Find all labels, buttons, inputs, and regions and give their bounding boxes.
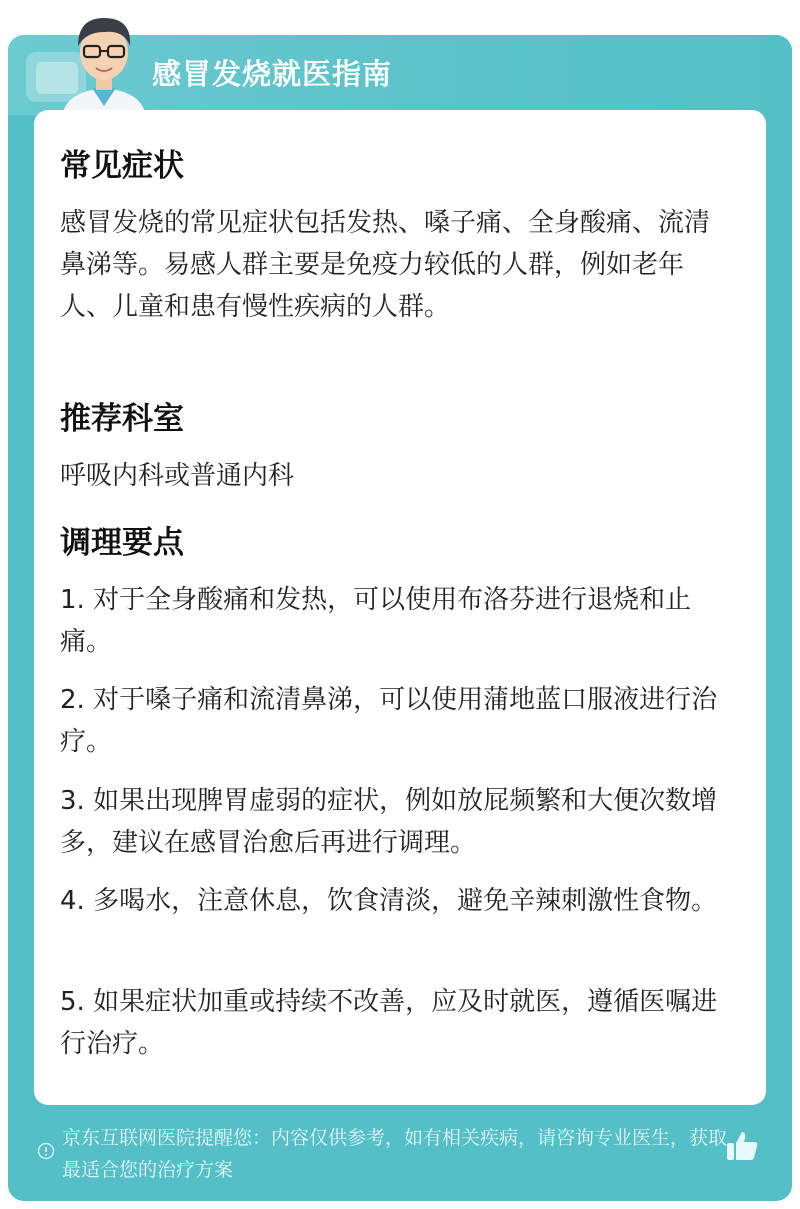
disclaimer-text: 京东互联网医院提醒您：内容仅供参考，如有相关疾病，请咨询专业医生，获取最适合您的治疗方案	[62, 1127, 728, 1181]
thumbs-up-icon[interactable]	[724, 1128, 760, 1164]
info-icon	[37, 1142, 55, 1160]
care-item: 2. 对于嗓子痛和流清鼻涕，可以使用蒲地蓝口服液进行治疗。	[60, 685, 718, 757]
department-text: 呼吸内科或普通内科	[60, 461, 295, 491]
care-item: 5. 如果症状加重或持续不改善，应及时就医，遵循医嘱进行治疗。	[60, 987, 718, 1059]
page-title: 感冒发烧就医指南	[152, 57, 393, 91]
care-item: 1. 对于全身酸痛和发热，可以使用布洛芬进行退烧和止痛。	[60, 585, 692, 657]
care-item: 3. 如果出现脾胃虚弱的症状，例如放屁频繁和大便次数增多，建议在感冒治愈后再进行调理。	[60, 786, 718, 858]
section-title-care: 调理要点	[60, 525, 184, 561]
section-title-department: 推荐科室	[60, 401, 184, 437]
doctor-avatar	[44, 6, 164, 118]
symptoms-text: 感冒发烧的常见症状包括发热、嗓子痛、全身酸痛、流清鼻涕等。易感人群主要是免疫力较低的人群，例如老年人、儿童和患有慢性疾病的人群。	[60, 208, 711, 322]
care-item: 4. 多喝水，注意休息，饮食清淡，避免辛辣刺激性食物。	[60, 886, 718, 916]
section-title-symptoms: 常见症状	[60, 148, 184, 184]
